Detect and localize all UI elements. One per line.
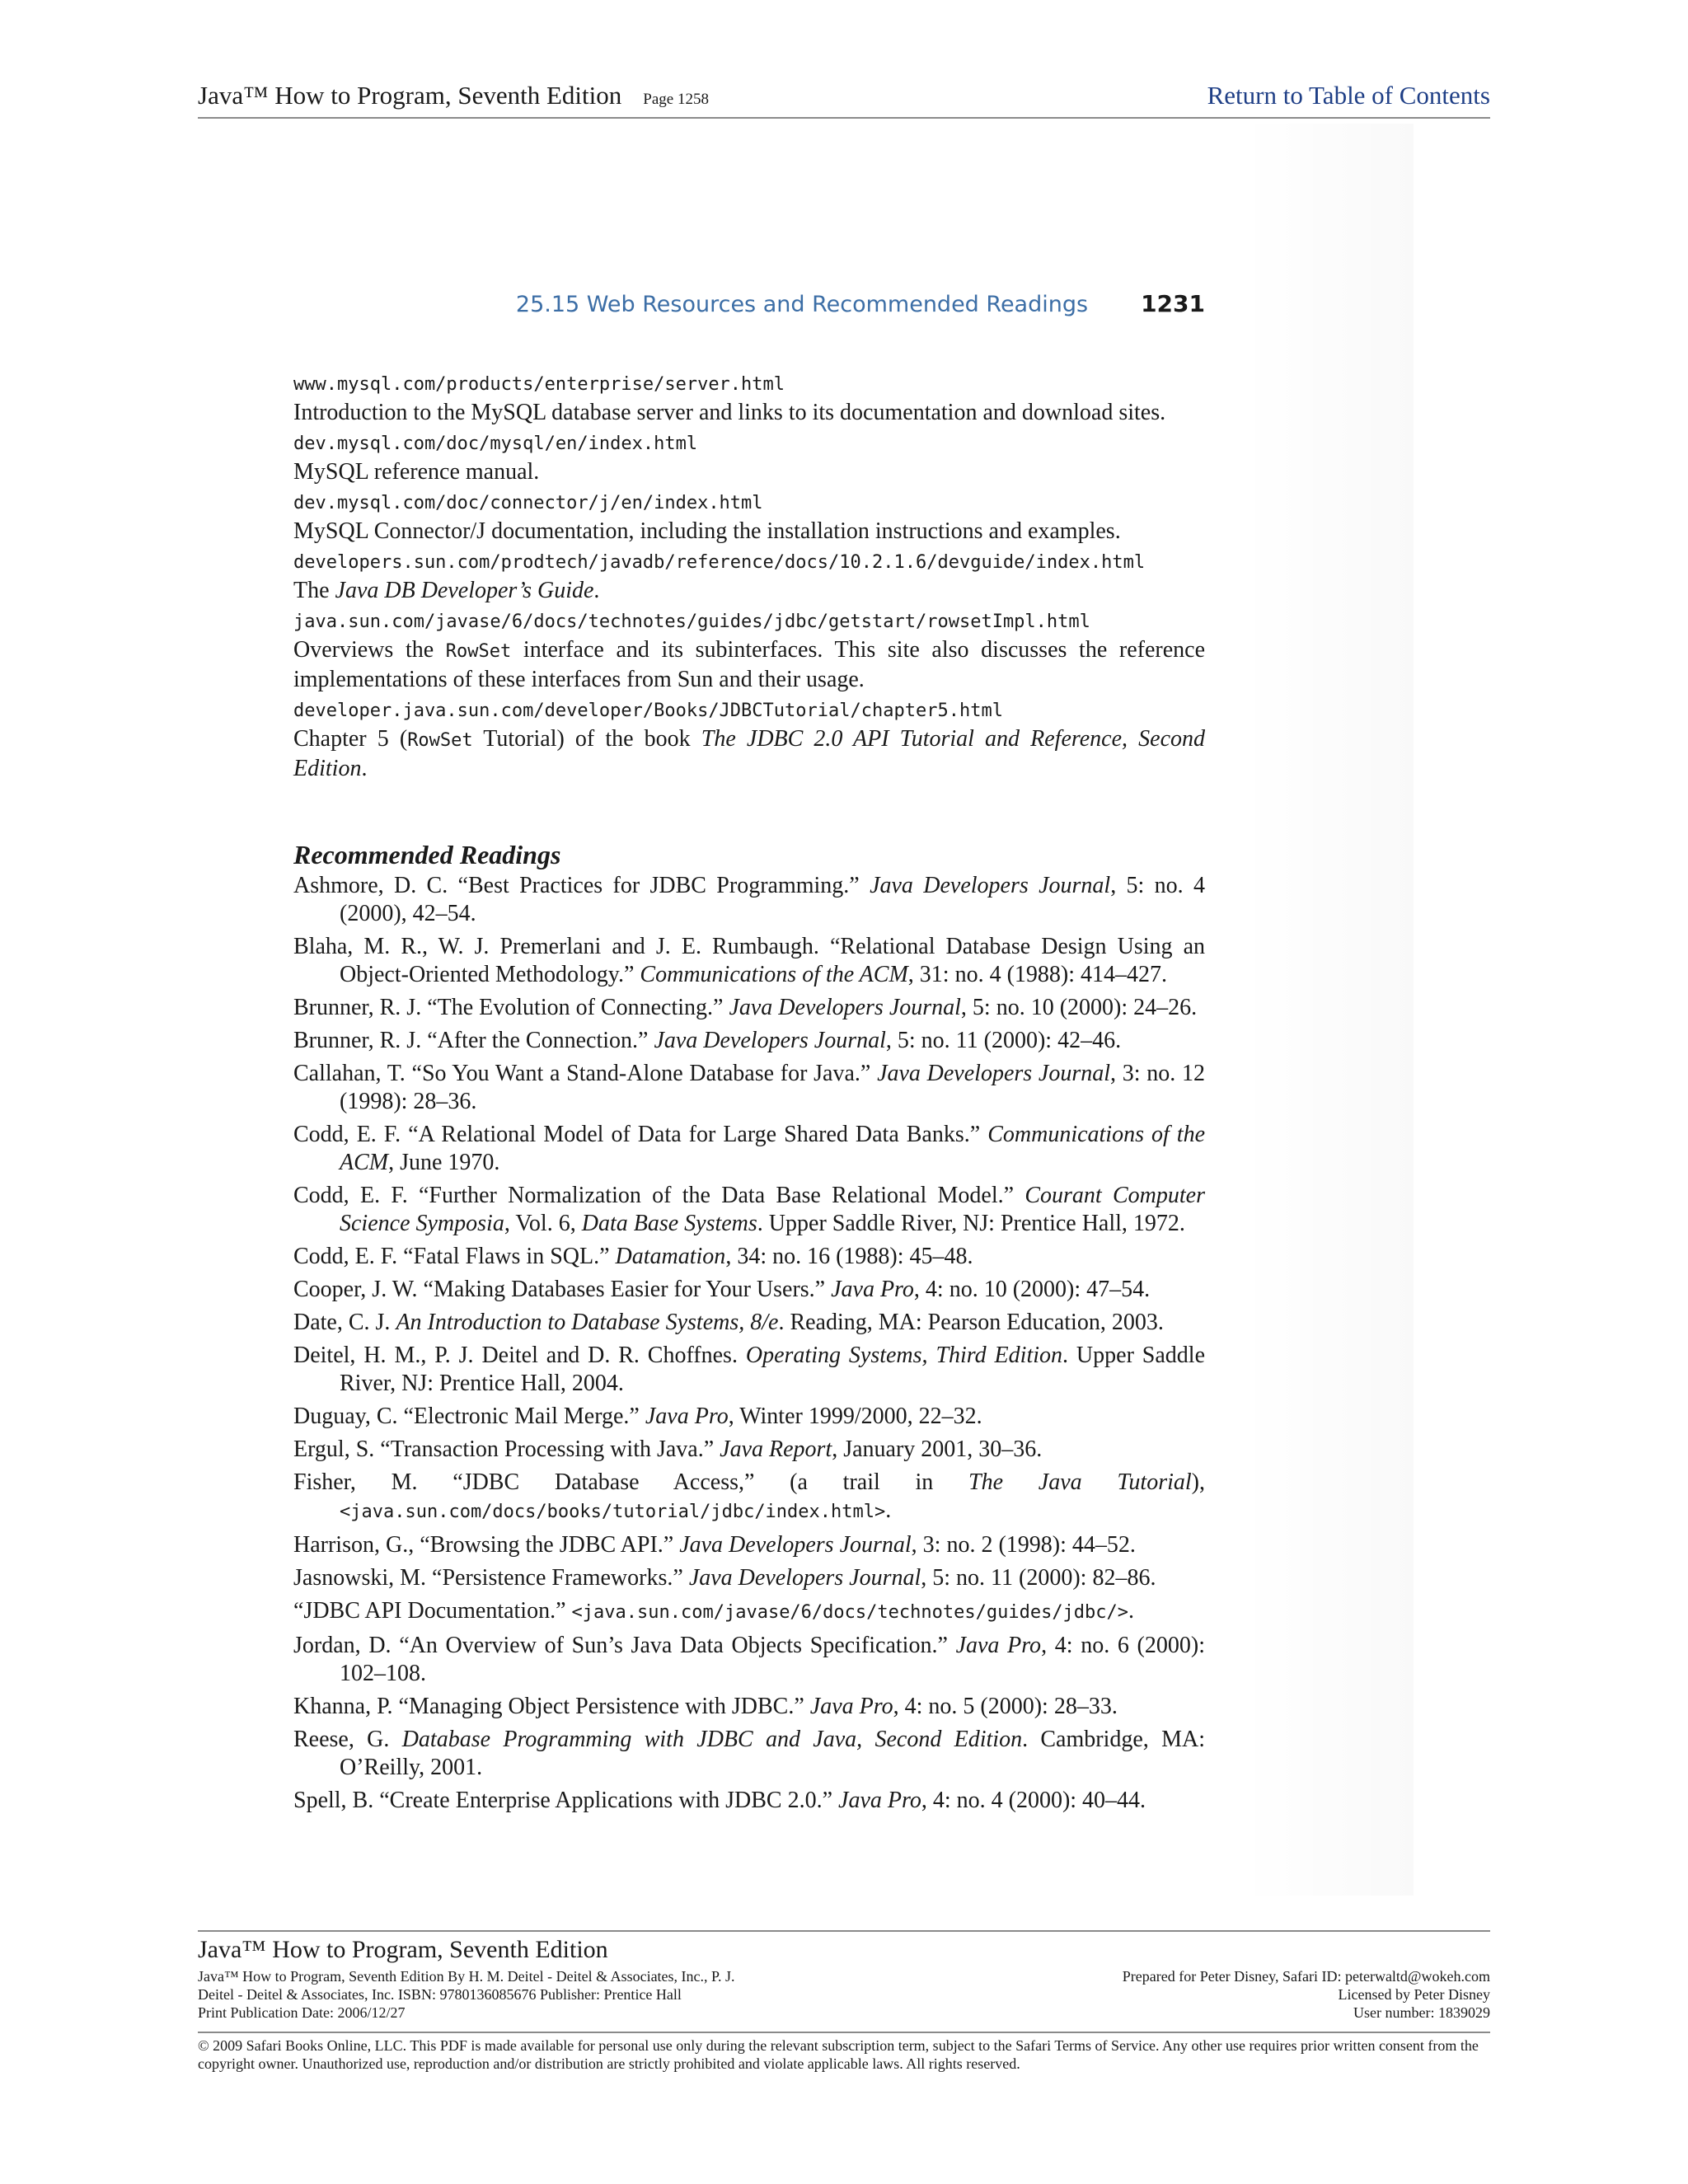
page-body: [293, 369, 1205, 1820]
resource-url: www.mysql.com/products/enterprise/server.html: [293, 374, 785, 395]
resource-description: Introduction to the MySQL database server and links to its documentation and download sites.: [293, 400, 1166, 425]
reference-item: Spell, B. “Create Enterprise Applications with JDBC 2.0.” Java Pro, 4: no. 4 (2000): 40–44.: [293, 1788, 1146, 1813]
reference-item: Codd, E. F. “Fatal Flaws in SQL.” Datamation, 34: no. 16 (1988): 45–48.: [293, 1244, 973, 1269]
page-shadow: [1240, 124, 1414, 1896]
footer-publication-info: [198, 1967, 940, 2022]
top-header-bar: [198, 76, 1490, 119]
web-resources-list: [293, 373, 1205, 783]
reference-item: Fisher, M. “JDBC Database Access,” (a trail in The Java Tutorial), <java.sun.com/docs/books/tutorial/jdbc/index.html>.: [293, 1469, 1205, 1523]
footer-details: [198, 1967, 1490, 2032]
running-head: [293, 290, 1205, 323]
resource-description: MySQL Connector/J documentation, including the installation instructions and examples.: [293, 518, 1121, 544]
reference-item: Harrison, G., “Browsing the JDBC API.” Java Developers Journal, 3: no. 2 (1998): 44–52.: [293, 1532, 1136, 1558]
reference-item: Ergul, S. “Transaction Processing with Java.” Java Report, January 2001, 30–36.: [293, 1436, 1043, 1462]
resource-url: developer.java.sun.com/developer/Books/JDBCTutorial/chapter5.html: [293, 701, 1003, 721]
footer-copyright: © 2009 Safari Books Online, LLC. This PDF is made available for personal use only during the relevant subscription term, subject to the Safari Terms of Service. Any other use requires prior written consent from the copyright owner. Unauthorized use, reproduction and/or distribution are strictly prohibited and violate applicable laws. All rights reserved.: [198, 2032, 1490, 2073]
footer-line: Prepared for Peter Disney, Safari ID: peterwaltd@wokeh.com: [1122, 1968, 1490, 1985]
recommended-readings-heading: Recommended Readings: [293, 840, 561, 869]
header-page-label: Page 1258: [643, 91, 709, 108]
footer-line: Deitel - Deitel & Associates, Inc. ISBN: 9780136085676 Publisher: Prentice Hall: [198, 1986, 682, 2003]
reference-item: Brunner, R. J. “After the Connection.” Java Developers Journal, 5: no. 11 (2000): 42–46.: [293, 1028, 1122, 1053]
reference-item: Blaha, M. R., W. J. Premerlani and J. E. Rumbaugh. “Relational Database Design Using an Object-Oriented Methodology.” Communications of the ACM, 31: no. 4 (1988): 414–427.: [293, 934, 1205, 987]
resource-url: dev.mysql.com/doc/mysql/en/index.html: [293, 434, 698, 454]
resource-description: The Java DB Developer’s Guide.: [293, 578, 600, 603]
header-book-title: [198, 81, 709, 110]
footer-line: Licensed by Peter Disney: [1338, 1986, 1490, 2003]
footer-line: Java™ How to Program, Seventh Edition By H. M. Deitel - Deitel & Associates, Inc., P. J.: [198, 1968, 735, 1985]
reference-item: Date, C. J. An Introduction to Database Systems, 8/e. Reading, MA: Pearson Education, 2003.: [293, 1310, 1164, 1335]
resource-url: developers.sun.com/prodtech/javadb/reference/docs/10.2.1.6/devguide/index.html: [293, 552, 1146, 573]
references-list: [293, 872, 1205, 1815]
footer-line: Print Publication Date: 2006/12/27: [198, 2004, 406, 2021]
header-title-text: Java™ How to Program, Seventh Edition: [198, 81, 622, 110]
page-footer: [198, 1930, 1490, 2073]
resource-url: dev.mysql.com/doc/connector/j/en/index.html: [293, 493, 763, 513]
reference-item: Khanna, P. “Managing Object Persistence with JDBC.” Java Pro, 4: no. 5 (2000): 28–33.: [293, 1694, 1118, 1719]
reference-item: Codd, E. F. “Further Normalization of the Data Base Relational Model.” Courant Computer Science Symposia, Vol. 6, Data Base Systems. Upper Saddle River, NJ: Prentice Hall, 1972.: [293, 1183, 1205, 1236]
reference-item: Jasnowski, M. “Persistence Frameworks.” Java Developers Journal, 5: no. 11 (2000): 82–86.: [293, 1565, 1156, 1591]
running-head-page-number: 1231: [1141, 290, 1205, 317]
reference-item: Cooper, J. W. “Making Databases Easier for Your Users.” Java Pro, 4: no. 10 (2000): 47–54.: [293, 1277, 1151, 1302]
reference-item: Brunner, R. J. “The Evolution of Connecting.” Java Developers Journal, 5: no. 10 (2000): 24–26.: [293, 995, 1198, 1020]
footer-license-info: [913, 1967, 1490, 2022]
footer-line: User number: 1839029: [1353, 2004, 1490, 2021]
reference-item: Reese, G. Database Programming with JDBC and Java, Second Edition. Cambridge, MA: O’Reilly, 2001.: [293, 1727, 1206, 1780]
reference-item: Jordan, D. “An Overview of Sun’s Java Data Objects Specification.” Java Pro, 4: no. 6 (2000): 102–108.: [293, 1633, 1205, 1686]
resource-description: MySQL reference manual.: [293, 459, 540, 485]
resource-description: Overviews the RowSet interface and its subinterfaces. This site also discusses the reference implementations of these interfaces from Sun and their usage.: [293, 637, 1205, 692]
resource-url: java.sun.com/javase/6/docs/technotes/guides/jdbc/getstart/rowsetImpl.html: [293, 612, 1090, 632]
footer-book-title: Java™ How to Program, Seventh Edition: [198, 1930, 1490, 1964]
reference-item: Deitel, H. M., P. J. Deitel and D. R. Choffnes. Operating Systems, Third Edition. Upper Saddle River, NJ: Prentice Hall, 2004.: [293, 1343, 1206, 1396]
running-head-section: 25.15 Web Resources and Recommended Readings: [515, 292, 1089, 317]
reference-item: Ashmore, D. C. “Best Practices for JDBC Programming.” Java Developers Journal, 5: no. 4 (2000), 42–54.: [293, 873, 1205, 926]
reference-item: Codd, E. F. “A Relational Model of Data for Large Shared Data Banks.” Communications of the ACM, June 1970.: [293, 1122, 1205, 1175]
reference-item: Duguay, C. “Electronic Mail Merge.” Java Pro, Winter 1999/2000, 22–32.: [293, 1404, 982, 1429]
reference-item: Callahan, T. “So You Want a Stand-Alone Database for Java.” Java Developers Journal, 3: no. 12 (1998): 28–36.: [293, 1061, 1205, 1114]
reference-item: “JDBC API Documentation.” <java.sun.com/javase/6/docs/technotes/guides/jdbc/>.: [293, 1598, 1135, 1624]
return-to-toc-link[interactable]: Return to Table of Contents: [1207, 81, 1490, 110]
resource-description: Chapter 5 (RowSet Tutorial) of the book The JDBC 2.0 API Tutorial and Reference, Second Edition.: [293, 726, 1205, 781]
